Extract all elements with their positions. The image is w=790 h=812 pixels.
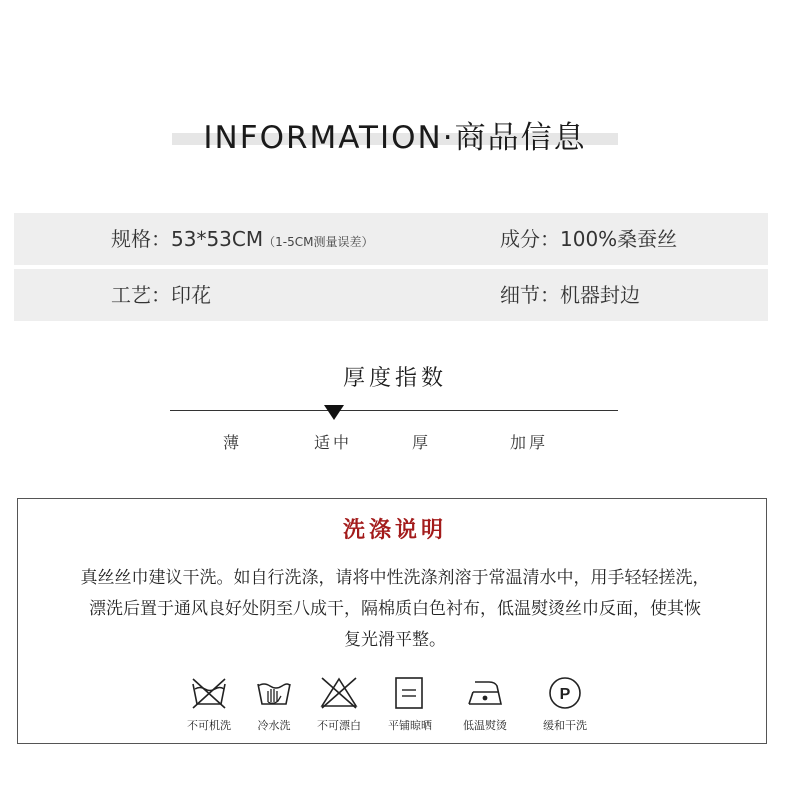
thickness-title: 厚度指数 xyxy=(342,366,447,391)
washing-text-line-3: 复光滑平整。 xyxy=(344,630,446,650)
thickness-level-extra-thick: 加厚 xyxy=(510,433,549,452)
spec-size-label: 规格：53*53CM xyxy=(111,227,264,251)
header xyxy=(0,118,790,158)
washing-title: 洗涤说明 xyxy=(342,518,447,543)
thickness-level-thin: 薄 xyxy=(223,433,243,452)
low-iron-icon xyxy=(465,676,505,710)
washing-text-line-1: 真丝丝巾建议干洗。如自行洗涤，请将中性洗涤剂溶于常温清水中，用手轻轻搓洗， xyxy=(80,568,710,588)
spec-row-2 xyxy=(14,269,768,321)
care-label-flat-dry: 平铺晾晒 xyxy=(388,719,432,732)
spec-row-1 xyxy=(14,213,768,265)
spec-size xyxy=(111,213,373,268)
svg-text:P: P xyxy=(559,686,571,703)
care-label-no-bleach: 不可漂白 xyxy=(317,719,361,732)
flat-dry-icon xyxy=(390,676,430,710)
no-machine-wash-icon xyxy=(189,676,229,710)
spec-detail: 细节：机器封边 xyxy=(500,283,640,307)
spec-material: 成分：100%桑蚕丝 xyxy=(500,227,678,251)
care-label-low-iron: 低温熨烫 xyxy=(463,719,507,732)
thickness-level-thick: 厚 xyxy=(412,433,432,452)
no-bleach-icon xyxy=(319,676,359,710)
spec-size-note: （1-5CM测量误差） xyxy=(263,235,374,249)
thickness-marker-icon xyxy=(324,405,344,420)
care-label-gentle-dry-clean: 缓和干洗 xyxy=(543,719,587,732)
dry-clean-p-icon xyxy=(545,676,585,710)
cold-hand-wash-icon xyxy=(254,676,294,710)
thickness-scale-line xyxy=(170,410,618,411)
thickness-level-medium: 适中 xyxy=(314,433,353,452)
care-label-no-machine-wash: 不可机洗 xyxy=(187,719,231,732)
care-label-cold-hand-wash: 冷水洗 xyxy=(257,719,291,732)
spec-craft: 工艺：印花 xyxy=(111,283,211,307)
washing-text-line-2: 漂洗后置于通风良好处阴至八成干，隔棉质白色衬布，低温熨烫丝巾反面，使其恢 xyxy=(89,599,701,619)
page-title: INFORMATION·商品信息 xyxy=(203,120,587,156)
